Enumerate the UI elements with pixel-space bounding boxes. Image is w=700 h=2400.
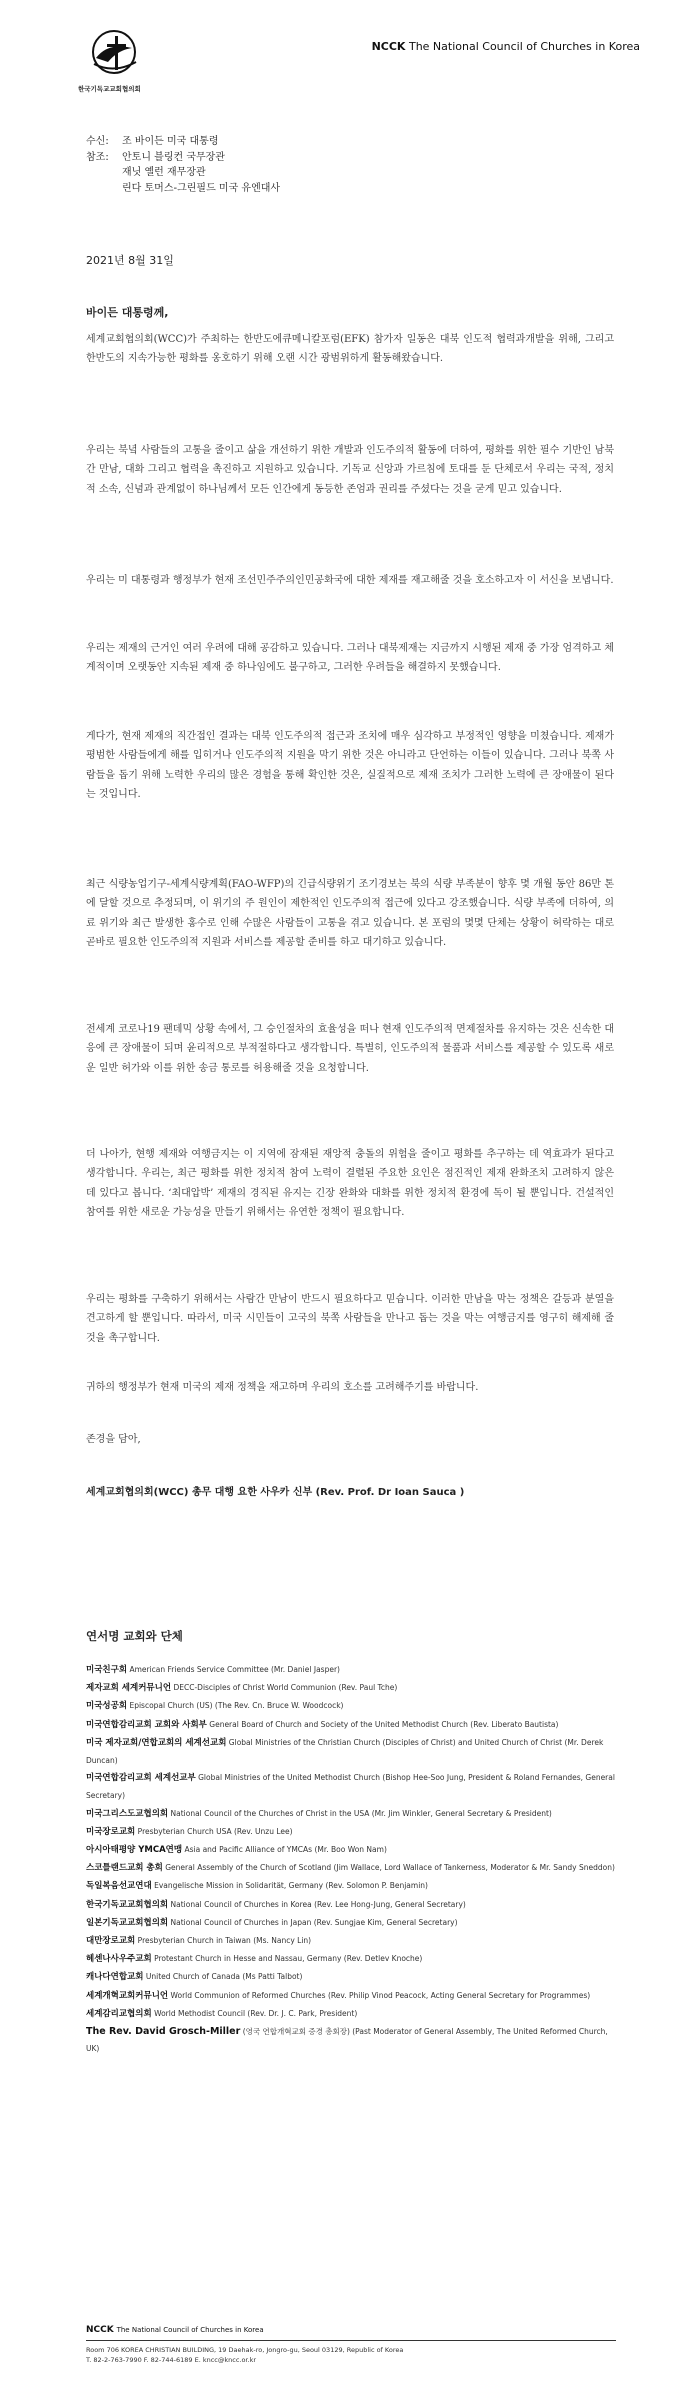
- footer-org-short: NCCK: [86, 2325, 114, 2335]
- cosigner-korean-name: 미국성공회: [86, 1701, 128, 1712]
- cosigner-item: [86, 1716, 616, 1734]
- cosigner-item: [86, 1661, 616, 1679]
- cosigner-english-name: General Assembly of the Church of Scotland (Jim Wallace, Lord Wallace of Tankerness, Moderator & Mr. Sandy Sneddon): [165, 1863, 615, 1873]
- cosigner-english-name: National Council of the Churches of Christ in the USA (Mr. Jim Winkler, General Secretary & President): [170, 1808, 552, 1818]
- cosigner-english-name: Evangelische Mission in Solidarität, Germany (Rev. Solomon P. Benjamin): [154, 1881, 428, 1891]
- cosigner-english-name: American Friends Service Committee (Mr. Daniel Jasper): [129, 1665, 340, 1674]
- cosigner-english-name: Presbyterian Church in Taiwan (Ms. Nancy Lin): [137, 1936, 312, 1946]
- cosigner-english-name: National Council of Churches in Korea (Rev. Lee Hong-Jung, General Secretary): [170, 1899, 466, 1909]
- cosigner-item: [86, 1805, 616, 1823]
- footer-contact: T. 82-2-763-7990 F. 82-744-6189 E. kncc@kncc.or.kr: [86, 2356, 257, 2364]
- body-paragraph: 우리는 북녘 사람들의 고통을 줄이고 삶을 개선하기 위한 개발과 인도주의적 활동에 더하여, 평화를 위한 필수 기반인 남북간 만남, 대화 그리고 협력을 촉진하고 지원하고 있습니다. 기독교 신앙과 가르침에 토대를 둔 단체로서 우리는 국적, 정치적 소속, 신념과 관계없이 하나님께서 모든 인간에게 동등한 존엄과 권리를 주셨다는 것을 굳게 믿고 있습니다.: [86, 445, 614, 495]
- footer-org-full: The National Council of Churches in Korea: [116, 2326, 264, 2334]
- cosigner-korean-name: 세계개혁교회커뮤니언: [86, 1990, 169, 2001]
- cosigner-english-name: General Board of Church and Society of the United Methodist Church (Rev. Liberato Bautista): [209, 1719, 559, 1729]
- cosigner-english-name: Episcopal Church (US) (The Rev. Cn. Bruce W. Woodcock): [129, 1701, 344, 1711]
- header-org-full: The National Council of Churches in Korea: [408, 40, 640, 53]
- cosigner-english-name: National Council of Churches in Japan (Rev. Sungjae Kim, General Secretary): [170, 1917, 458, 1927]
- cosigner-english-name: DECC-Disciples of Christ World Communion (Rev. Paul Tche): [173, 1683, 398, 1693]
- body-paragraph: 귀하의 행정부가 현재 미국의 제재 정책을 재고하며 우리의 호소를 고려해주기를 바랍니다.: [86, 1382, 479, 1393]
- footer-divider: [86, 2340, 616, 2341]
- cosigner-item: [86, 1932, 616, 1950]
- footer-org: [86, 2325, 264, 2335]
- body-paragraph: 우리는 평화를 구축하기 위해서는 사람간 만남이 반드시 필요하다고 믿습니다. 이러한 만남을 막는 정책은 갈등과 분열을 견고하게 할 뿐입니다. 따라서, 미국 시민들이 고국의 북쪽 사람들을 만나고 돕는 것을 막는 여행금지를 영구히 해제해 줄 것을 촉구합니다.: [86, 1294, 614, 1344]
- body-paragraph: 더 나아가, 현행 제재와 여행금지는 이 지역에 잠재된 재앙적 충돌의 위험을 줄이고 평화를 추구하는 데 역효과가 된다고 생각합니다. 우리는, 최근 평화를 위한 정치적 참여 노력이 결렬된 주요한 요인은 점진적인 제재 완화조치 고려하지 않은 데 있다고 봅니다. ‘최대압박’ 제재의 경직된 유지는 긴장 완화와 대화를 위한 정치적 환경에 독이 될 뿐입니다. 건설적인 참여를 위한 새로운 가능성을 만들기 위해서는 유연한 정책이 필요합니다.: [86, 1149, 614, 1219]
- cosigner-english-name: Global Ministries of the United Methodist Church (Bishop Hee-Soo Jung, President & Roland Fernandes, General Secretary): [86, 1773, 615, 1801]
- cosigner-korean-name: 미국 제자교회/연합교회의 세계선교회: [86, 1737, 227, 1748]
- salutation: 바이든 대통령께,: [86, 306, 169, 319]
- cosigner-item: [86, 1877, 616, 1895]
- recipient-name: 조 바이든 미국 대통령: [122, 136, 219, 147]
- footer-address: Room 706 KOREA CHRISTIAN BUILDING, 19 Daehak-ro, Jongro-gu, Seoul 03129, Republic of Korea: [86, 2346, 404, 2354]
- recipient-name: 안토니 블링컨 국무장관: [122, 151, 225, 163]
- recipient-block: [86, 134, 280, 196]
- recipient-label: [86, 165, 122, 181]
- cosigner-item: [86, 2023, 616, 2057]
- cosigner-english-name: United Church of Canada (Ms Patti Talbot): [145, 1972, 303, 1982]
- cosigner-korean-name: 캐나다연합교회: [86, 1972, 144, 1983]
- header-org: [372, 40, 640, 53]
- cosigner-korean-name: 일본기독교교회협의회: [86, 1917, 169, 1928]
- recipient-name: 재닛 옐런 재무장관: [122, 167, 206, 178]
- cosigners-list: [86, 1661, 616, 2057]
- body-paragraph: 최근 식량농업기구-세계식량계획(FAO-WFP)의 긴급식량위기 조기경보는 북의 식량 부족분이 향후 몇 개월 동안 86만 톤에 달할 것으로 추정되며, 이 위기의 주 원인이 제한적인 인도주의적 접근에 있다고 강조했습니다. 식량 부족에 더하여, 의료 위기와 최근 발생한 홍수로 인해 수많은 사람들이 고통을 겪고 있습니다. 본 포럼의 몇몇 단체는 상황이 허락하는 대로 곧바로 필요한 인도주의적 지원과 서비스를 제공할 준비를 하고 대기하고 있습니다.: [86, 879, 614, 949]
- cosigner-korean-name: 한국기독교교회협의회: [86, 1899, 169, 1910]
- cosigner-korean-name: 미국연합감리교회 교회와 사회부: [86, 1719, 207, 1730]
- footer-address-block: [86, 2345, 403, 2365]
- cosigner-korean-name: 미국장로교회: [86, 1826, 136, 1837]
- recipient-label: 참조:: [86, 151, 109, 163]
- cosigner-english-name: Protestant Church in Hesse and Nassau, Germany (Rev. Detlev Knoche): [154, 1954, 423, 1964]
- recipient-label: 수신:: [86, 136, 109, 147]
- header-org-short: NCCK: [371, 40, 406, 53]
- recipient-row: [86, 134, 280, 150]
- cosigner-korean-name: 미국연합감리교회 세계선교부: [86, 1773, 196, 1784]
- cosigner-korean-name: 독일복음선교연대: [86, 1881, 152, 1892]
- cosigner-korean-name: 헤센나사우주교회: [86, 1954, 152, 1965]
- cosigner-english-name: (영국 연합개혁교회 증경 총회장) (Past Moderator of General Assembly, The United Reformed Church, UK): [86, 2027, 608, 2054]
- cosigner-item: [86, 1987, 616, 2005]
- cosigner-item: [86, 1841, 616, 1859]
- cosigner-korean-name: 미국그리스도교협의회: [86, 1808, 169, 1819]
- cosigner-item: [86, 1914, 616, 1932]
- cosigner-item: [86, 1679, 616, 1697]
- cosigner-korean-name: 미국친구회: [86, 1665, 128, 1675]
- cosigner-item: [86, 1950, 616, 1968]
- cosigner-item: [86, 1968, 616, 1986]
- closing: 존경을 담아,: [86, 1434, 141, 1445]
- cosigner-korean-name: 대만장로교회: [86, 1936, 136, 1947]
- cosigner-item: [86, 1859, 616, 1877]
- cosigner-korean-name: 아시아태평양 YMCA연맹: [86, 1845, 183, 1856]
- cosigners-title: 연서명 교회와 단체: [86, 1629, 183, 1643]
- body-paragraph: 세계교회협의회(WCC)가 주최하는 한반도에큐메니칼포럼(EFK) 참가자 일동은 대북 인도적 협력과개발을 위해, 그리고 한반도의 지속가능한 평화를 옹호하기 위해 오랜 시간 광범위하게 활동해왔습니다.: [86, 334, 614, 365]
- body-paragraph: 우리는 미 대통령과 행정부가 현재 조선민주주의인민공화국에 대한 제재를 재고해줄 것을 호소하고자 이 서신을 보냅니다.: [86, 575, 614, 586]
- recipient-label: [86, 181, 122, 197]
- cosigner-korean-name: 세계감리교협의회: [86, 2008, 152, 2019]
- cosigner-item: [86, 1896, 616, 1914]
- cosigner-item: [86, 1769, 616, 1804]
- cosigner-korean-name: 스코틀랜드교회 총회: [86, 1863, 163, 1874]
- letter-date: 2021년 8월 31일: [86, 254, 174, 267]
- cosigner-english-name: Presbyterian Church USA (Rev. Unzu Lee): [137, 1826, 293, 1836]
- recipient-row: [86, 181, 280, 197]
- cosigner-individual-name: The Rev. David Grosch-Miller: [86, 2026, 241, 2038]
- body-paragraph: 게다가, 현재 제재의 직간접인 결과는 대북 인도주의적 접근과 조치에 매우 심각하고 부정적인 영향을 미쳤습니다. 제재가 평범한 사람들에게 해를 입히거나 인도주의적 지원을 막기 위한 것은 아니라고 단언하는 이들이 있습니다. 그러나 북쪽 사람들을 돕기 위해 노력한 우리의 많은 경험을 통해 확인한 것은, 실질적으로 제재 조치가 그러한 노력에 큰 장애물이 된다는 것입니다.: [86, 731, 614, 801]
- signature: 세계교회협의회(WCC) 총무 대행 요한 사우카 신부 (Rev. Prof. Dr Ioan Sauca ): [86, 1487, 465, 1498]
- cosigner-item: [86, 1697, 616, 1715]
- cosigner-item: [86, 2005, 616, 2023]
- cosigner-english-name: Asia and Pacific Alliance of YMCAs (Mr. Boo Won Nam): [184, 1845, 387, 1855]
- cosigner-english-name: Global Ministries of the Christian Church (Disciples of Christ) and United Church of Christ (Mr. Derek Duncan): [86, 1737, 604, 1766]
- cosigner-item: [86, 1823, 616, 1841]
- body-paragraph: 우리는 제재의 근거인 여러 우려에 대해 공감하고 있습니다. 그러나 대북제재는 지금까지 시행된 제재 중 가장 엄격하고 체계적이며 오랫동안 지속된 제재 중 하나임에도 불구하고, 그러한 우려들을 해결하지 못했습니다.: [86, 643, 614, 674]
- logo-text: 한국기독교교회협의회: [78, 85, 141, 93]
- ncck-logo: [78, 28, 156, 96]
- cosigner-english-name: World Communion of Reformed Churches (Rev. Philip Vinod Peacock, Acting General Secretary for Programmes): [170, 1990, 591, 2000]
- recipient-row: [86, 150, 280, 166]
- cosigner-item: [86, 1734, 616, 1769]
- cosigner-korean-name: 제자교회 세계커뮤니언: [86, 1683, 172, 1694]
- body-paragraph: 전세계 코로나19 팬데믹 상황 속에서, 그 승인절차의 효율성을 떠나 현재 인도주의적 면제절차를 유지하는 것은 신속한 대응에 큰 장애물이 되며 윤리적으로 부적절하다고 생각합니다. 특별히, 인도주의적 물품과 서비스를 제공할 수 있도록 새로운 일반 허가와 이를 위한 송금 통로를 허용해줄 것을 요청합니다.: [86, 1024, 614, 1074]
- cosigner-english-name: World Methodist Council (Rev. Dr. J. C. Park, President): [154, 2008, 358, 2018]
- recipient-row: [86, 165, 280, 181]
- recipient-name: 린다 토머스-그린필드 미국 유엔대사: [122, 182, 281, 194]
